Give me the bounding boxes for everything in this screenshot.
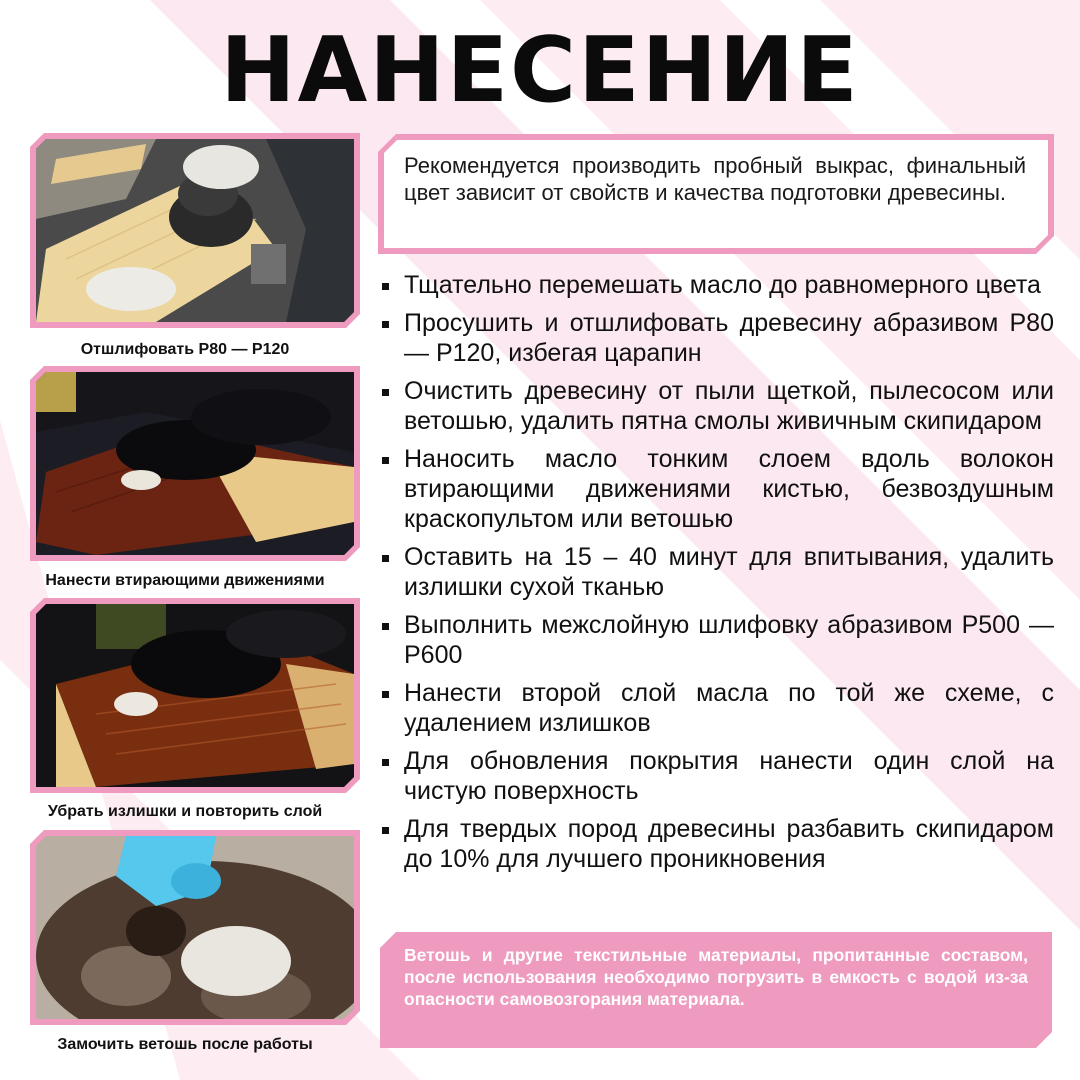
sanding-image <box>36 139 354 322</box>
list-item: Наносить масло тонким слоем вдоль волокон втирающими движениями кистью, безвоздушным краскопультом или ветошью <box>378 444 1054 534</box>
list-item: Выполнить межслойную шлифовку абразивом Р500 — Р600 <box>378 610 1054 670</box>
warning-box <box>380 932 1052 1048</box>
warning-text: Ветошь и другие текстильные материалы, пропитанные составом, после использования необходимо погрузить в емкость с водой из-за опасности самовозгорания материала. <box>404 945 1028 1009</box>
soak-rags-image <box>36 836 354 1019</box>
remove-excess-image <box>36 604 354 787</box>
list-item: Для обновления покрытия нанести один слой на чистую поверхность <box>378 746 1054 806</box>
photo-applying <box>30 366 360 561</box>
photo-remove-excess <box>30 598 360 793</box>
applying-image <box>36 372 354 555</box>
list-item: Нанести второй слой масла по той же схеме, с удалением излишков <box>378 678 1054 738</box>
photo-sanding <box>30 133 360 328</box>
page-title: НАНЕСЕНИЕ <box>220 18 860 123</box>
photo-caption-3: Убрать излишки и повторить слой <box>47 803 323 820</box>
photo-caption-2: Нанести втирающими движениями <box>45 572 325 589</box>
list-item: Просушить и отшлифовать древесину абразивом Р80 — Р120, избегая царапин <box>378 308 1054 368</box>
steps-list <box>378 270 1054 882</box>
note-box <box>378 134 1054 254</box>
photo-caption-1: Отшлифовать Р80 — Р120 <box>80 341 290 358</box>
list-item: Очистить древесину от пыли щеткой, пылесосом или ветошью, удалить пятна смолы живичным скипидаром <box>378 376 1054 436</box>
list-item: Оставить на 15 – 40 минут для впитывания, удалить излишки сухой тканью <box>378 542 1054 602</box>
note-text: Рекомендуется производить пробный выкрас, финальный цвет зависит от свойств и качества подготовки древесины. <box>404 153 1026 205</box>
list-item: Для твердых пород древесины разбавить скипидаром до 10% для лучшего проникновения <box>378 814 1054 874</box>
list-item: Тщательно перемешать масло до равномерного цвета <box>378 270 1054 300</box>
photo-caption-4: Замочить ветошь после работы <box>57 1036 313 1053</box>
photo-soak-rags <box>30 830 360 1025</box>
